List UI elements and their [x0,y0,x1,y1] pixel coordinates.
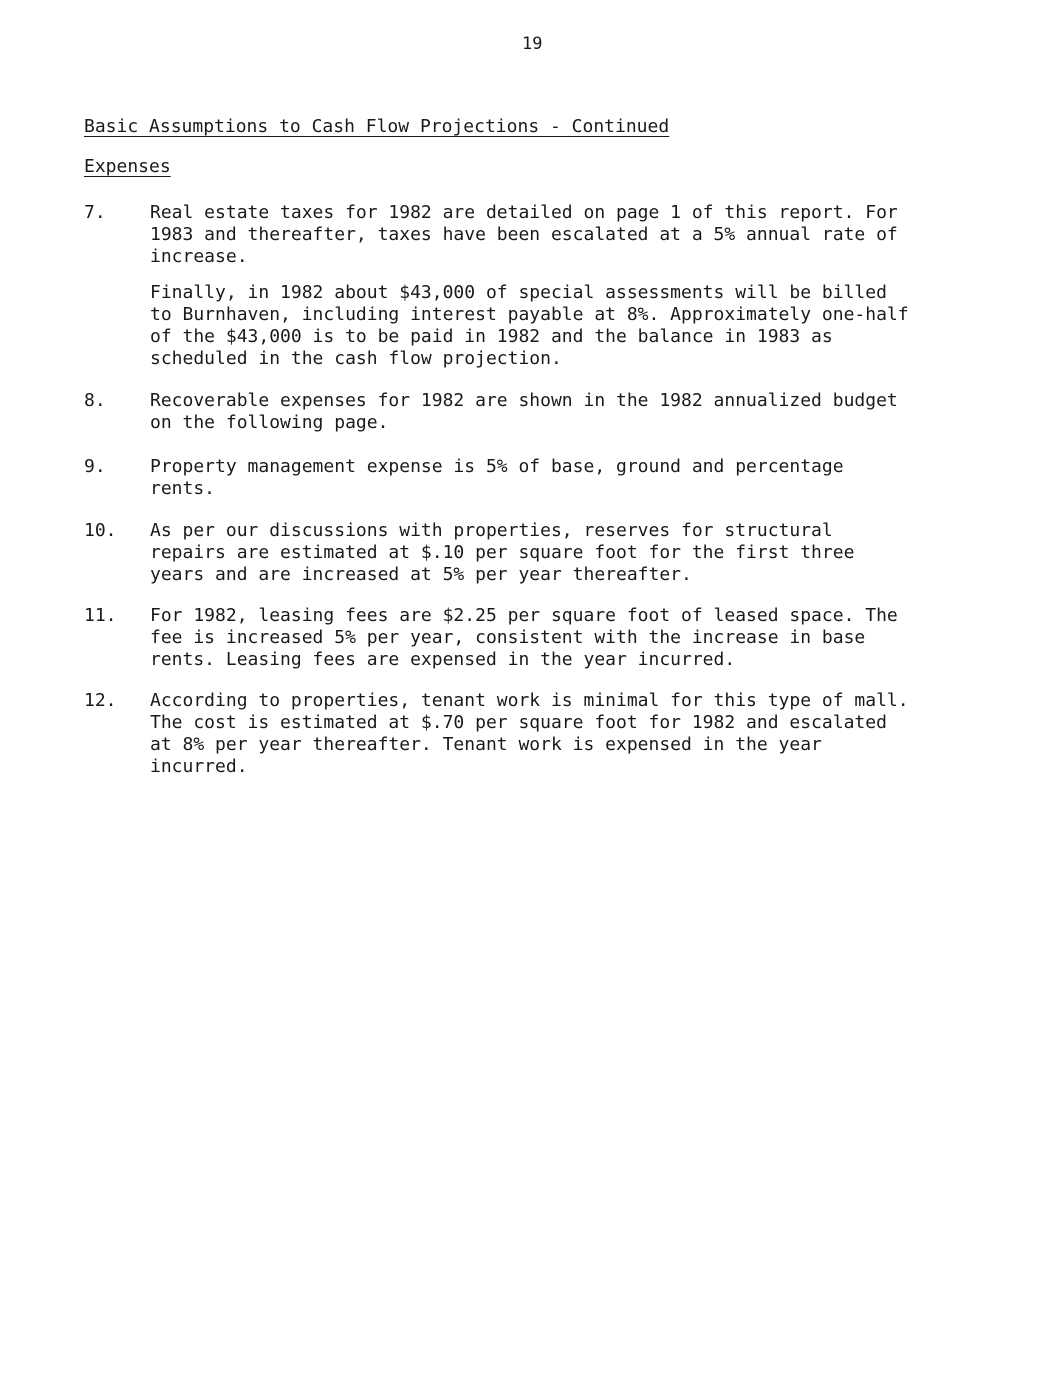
item-paragraph: Recoverable expenses for 1982 are shown in the 1982 annualized budget on the following page. [150,390,898,433]
item-paragraph: For 1982, leasing fees are $2.25 per square foot of leased space. The fee is increased 5% per year, consistent with the increase in base rents. Leasing fees are expensed in the year incurred. [150,605,898,670]
item-number: 11. [84,605,117,626]
item-paragraph: As per our discussions with properties, reserves for structural repairs are estimated at $.10 per square foot for the first three years and are increased at 5% per year thereafter. [150,520,855,585]
item-number: 10. [84,520,117,541]
item-number: 8. [84,390,106,411]
subsection-title: Expenses [84,156,171,177]
item-paragraph: Property management expense is 5% of base, ground and percentage rents. [150,456,844,499]
item-paragraph: Real estate taxes for 1982 are detailed on page 1 of this report. For 1983 and thereafter, taxes have been escalated at a 5% annual rate of increase. [150,202,898,267]
section-title: Basic Assumptions to Cash Flow Projections - Continued [84,116,670,137]
item-paragraph: According to properties, tenant work is minimal for this type of mall. The cost is estimated at $.70 per square foot for 1982 and escalated at 8% per year thereafter. Tenant work is expensed in the year incurred. [150,690,909,777]
page-number: 19 [522,34,543,54]
item-number: 9. [84,456,106,477]
item-number: 7. [84,202,106,223]
item-paragraph: Finally, in 1982 about $43,000 of special assessments will be billed to Burnhaven, including interest payable at 8%. Approximately one-half of the $43,000 is to be paid in 1982 and the balance in 1983 as scheduled in the cash flow projection. [150,282,909,369]
item-number: 12. [84,690,117,711]
